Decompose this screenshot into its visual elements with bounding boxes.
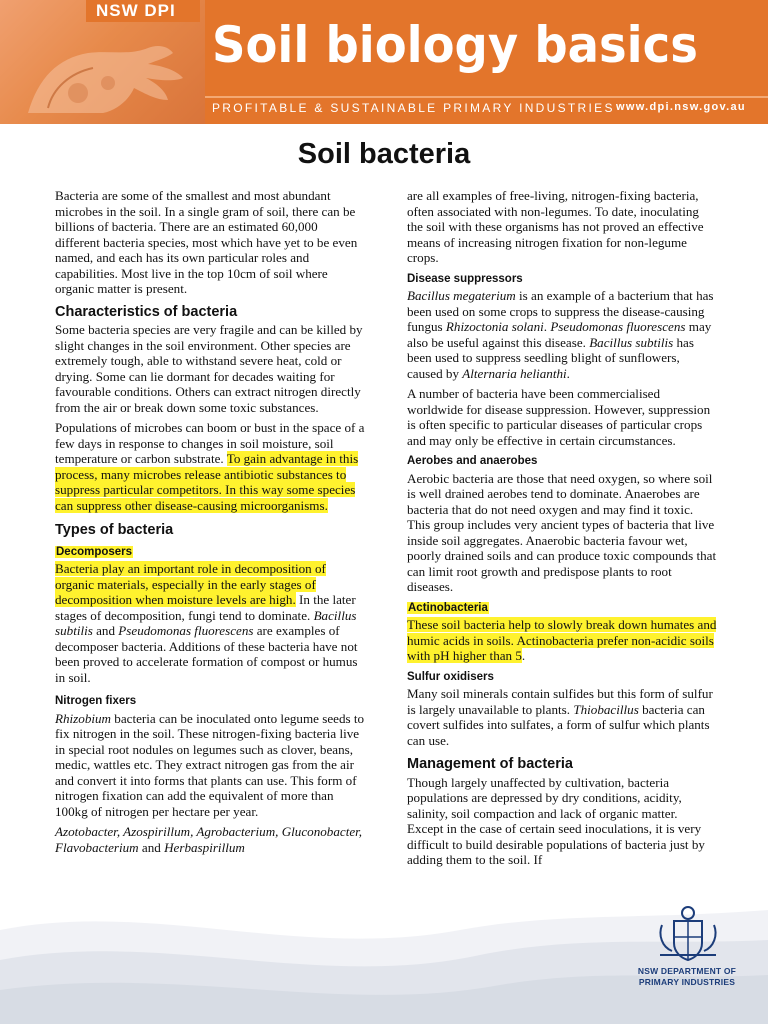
right-column [407,188,717,873]
management-paragraph: Though largely unaffected by cultivation, bacteria populations are depressed by dry conditions, acidity, salinity, soil compaction and lack of organic matter. Except in the case of certain seed inoculations, it is very difficult to build desirable populations of bacteria just by adding them to the soil. If [407,774,705,867]
disease-text: . [543,319,551,334]
tagline: PROFITABLE & SUSTAINABLE PRIMARY INDUSTRIES [212,101,615,115]
actinobacteria-heading [407,601,717,617]
disease-paragraph-2: A number of bacteria have been commercialised worldwide for disease suppression. However, suppression is often specific to particular diseases of particular crops and may only be effective in certain circumstances. [407,386,711,448]
sulfur-text: bacteria can covert sulfides into sulfates, a form of sulfur which plants can use. [407,701,710,748]
nsw-dpi-badge: NSW DPI [86,0,200,22]
aerobes-heading: Aerobes and anaerobes [407,455,538,467]
species-name: Rhizoctonia solani [445,319,544,334]
highlighted-text: Bacteria play an important role in decomposition of organic materials, especially in the early stages of decomposition when moisture levels are high. [55,561,326,607]
genera-text: and [138,839,165,855]
characteristics-paragraph-1: Some bacteria species are very fragile and can be killed by slight changes in the soil environment. Other species are extremely tough, able to withstand severe heat, cold or drying. Some can lie dormant for decades waiting for favourable conditions. Others can extract nitrogen directly from the air or break down some toxic substances. [55,322,363,415]
decomposers-heading-highlight: Decomposers [56,545,133,558]
actinobacteria-paragraph [407,617,717,664]
disease-suppressors-heading: Disease suppressors [407,272,523,285]
page-title: Soil bacteria [297,138,471,170]
website-link[interactable]: www.dpi.nsw.gov.au [616,101,746,113]
left-column [55,188,365,860]
species-name: Rhizobium [55,710,112,726]
decomposers-paragraph [55,561,365,685]
nitrogen-text: bacteria can be inoculated onto legume seeds to fix nitrogen in the soil. These nitrogen-fixing bacteria live in special root nodules on legumes such as clover, beans, medic, wattles etc. They extract nitrogen gas from the air and convert it into forms that plants can use. This form of nitrogen fixation can add the equivalent of more than 100kg of nitrogen per hectare per year. [55,710,365,819]
disease-text: is an example of a bacterium that has been used on some crops to suppress the disease-causing fungus [407,288,714,334]
decomposers-text: are examples of decomposer bacteria. Additions of these bacteria have not been proved to accelerate formation of compost or humus in soil. [55,623,358,685]
characteristics-paragraph-2 [55,420,365,513]
species-name: Bacillus megaterium [407,288,516,303]
aerobes-paragraph: Aerobic bacteria are those that need oxygen, so where soil is well drained aerobes tend to dominate. Anaerobes are bacteria that do not need oxygen and may find it toxic. This group includes very ancient types of bacteria that live inside soil aggregates. Anaerobic bacteria favour wet, poorly drained soils and can produce toxic compounds that can limit root growth and predispose plants to root diseases. [407,470,717,594]
sulfur-text: Many soil minerals contain sulfides but this form of sulfur is largely unavailable to plants. [407,686,713,717]
continuation-paragraph: are all examples of free-living, nitrogen-fixing bacteria, often associated with non-legumes. To date, inoculating the soil with these organisms has not proved an effective means of increasing nitrogen fixation for non-legume crops. [407,188,704,265]
species-name: Alternaria helianthi [462,365,567,381]
department-line-1: NSW DEPARTMENT OF [637,966,737,976]
decomposers-text: and [92,623,119,638]
species-list: Azotobacter, Azospirillum, Agrobacterium, Gluconobacter, Flavobacterium [55,824,363,855]
masthead-image-panel [0,0,205,124]
species-name: Bacillus subtilis [589,334,674,350]
decomposers-text: In the later stages of decomposition, fungi tend to dominate. [55,592,356,623]
nitrogen-fixers-heading: Nitrogen fixers [55,695,137,707]
species-name: Bacillus subtilis [55,607,357,638]
species-name: Thiobacillus [573,701,639,717]
characteristics-heading: Characteristics of bacteria [55,303,238,320]
disease-text: . [566,365,570,381]
nsw-coat-of-arms-icon [656,905,720,963]
species-name: Pseudomonas fluorescens [118,623,254,638]
management-heading: Management of bacteria [407,756,573,772]
sulfur-paragraph [407,686,717,748]
actinobacteria-text: . [521,648,526,663]
department-line-2: PRIMARY INDUSTRIES [638,977,736,987]
types-heading: Types of bacteria [55,522,174,538]
intro-paragraph: Bacteria are some of the smallest and most abundant microbes in the soil. In a single gram of soil, there can be billions of bacteria. There are an estimated 60,000 different bacteria species, most which have yet to be even named, and each has its own particular roles and capabilities. Most live in the top 10cm of soil where organic matter is present. [55,188,358,296]
footer-wave-decoration [0,900,768,1024]
hand-soil-illustration [8,18,198,118]
publication-title: Soil biology basics [212,16,698,74]
nitrogen-paragraph [55,711,365,820]
decomposers-heading [55,545,365,561]
actinobacteria-heading-highlight: Actinobacteria [408,601,488,614]
species-name: Herbaspirillum [164,839,245,855]
department-logo-text [612,966,762,988]
disease-text: may also be useful against this disease. [407,319,712,350]
species-name: Pseudomonas fluorescens [550,319,686,334]
characteristics-text: Populations of microbes can boom or bust in the space of a few days in response to changes in soil moisture, soil temperature or carbon substrate. [55,420,365,466]
masthead [0,0,768,124]
disease-paragraph [407,288,717,381]
highlighted-text: These soil bacteria help to slowly break down humates and humic acids in soils. Actinobacteria prefer non-acidic soils with pH higher than 5 [407,617,717,663]
genera-paragraph [55,824,365,855]
sulfur-oxidisers-heading: Sulfur oxidisers [407,670,494,683]
disease-text: has been used to suppress seedling blight of sunflowers, caused by [407,334,694,381]
highlighted-text: To gain advantage in this process, many microbes release antibiotic substances to suppress particular competitors. In this way some species can suppress other disease-causing microorganisms. [55,451,359,513]
